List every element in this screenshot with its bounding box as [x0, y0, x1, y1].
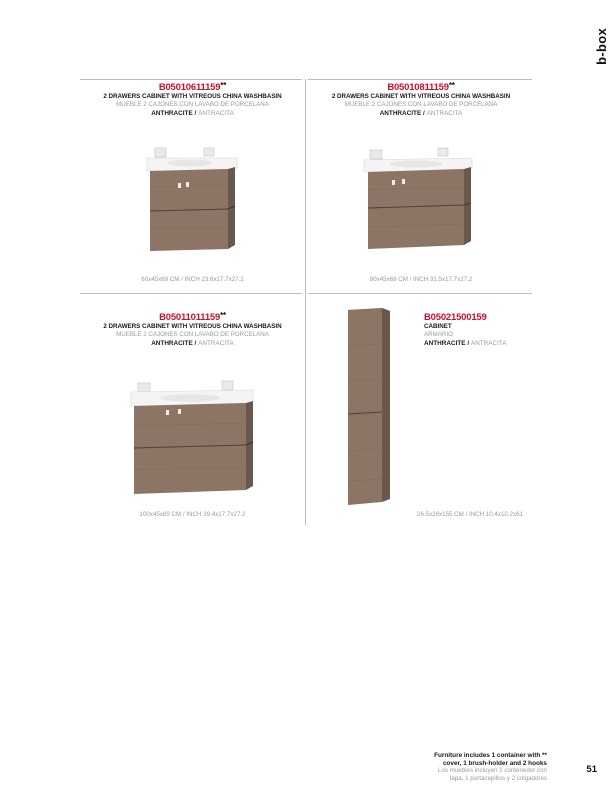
- product-dimensions: 100x45x69 CM / INCH 39.4x17.7x27.2: [139, 511, 246, 518]
- cabinet-60-illustration: [140, 145, 240, 255]
- product-finish: ANTHRACITE / ANTRACITA: [151, 340, 234, 347]
- cabinet-100-illustration: [128, 378, 260, 498]
- product-card-1: [80, 80, 305, 118]
- product-card-2: [308, 80, 534, 118]
- divider-middle-left: [80, 293, 302, 294]
- page-number: 51: [586, 764, 597, 775]
- product-card-4: [424, 310, 534, 348]
- product-name-en: 2 DRAWERS CABINET WITH VITREOUS CHINA WASHBASIN: [103, 323, 282, 330]
- product-code: B05010611159**: [158, 81, 227, 93]
- footnote-es-line2: tapa, 1 portacepillos y 2 colgadores: [449, 774, 547, 782]
- product-dimensions: 80x45x69 CM / INCH 31.5x17.7x27.2: [369, 276, 473, 283]
- footnote: [434, 752, 547, 782]
- product-name-es: MUEBLE 2 CAJONES CON LAVABO DE PORCELANA: [344, 100, 498, 108]
- footnote-en-line2: cover, 1 brush-holder and 2 hooks: [442, 759, 547, 767]
- product-dimensions: 60x45x69 CM / INCH 23.6x17.7x27.2: [141, 276, 244, 283]
- product-name-es: MUEBLE 2 CAJONES CON LAVABO DE PORCELANA: [116, 330, 269, 338]
- product-card-3: [80, 310, 305, 348]
- tall-cabinet-illustration: [344, 306, 394, 508]
- product-name-es: MUEBLE 2 CAJONES CON LAVABO DE PORCELANA: [116, 100, 269, 108]
- product-code: B05021500159: [424, 312, 487, 323]
- product-name-en: CABINET: [424, 323, 452, 330]
- footnote-es-line1: Los muebles incluyen 1 contenedor con: [437, 767, 547, 775]
- divider-middle-right: [308, 293, 532, 294]
- brand-logo: b-box: [594, 28, 609, 65]
- product-code: B05010811159**: [387, 81, 455, 93]
- product-name-en: 2 DRAWERS CABINET WITH VITREOUS CHINA WASHBASIN: [103, 93, 282, 100]
- product-finish: ANTHRACITE / ANTRACITA: [151, 110, 234, 117]
- divider-vertical: [305, 79, 306, 525]
- cabinet-80-illustration: [360, 145, 480, 255]
- product-finish: ANTHRACITE / ANTRACITA: [379, 110, 463, 117]
- product-finish: ANTHRACITE / ANTRACITA: [424, 340, 507, 347]
- product-dimensions: 26.5x26x155 CM / INCH 10.4x10.2x61: [417, 511, 523, 518]
- product-code: B05011011159**: [159, 311, 226, 323]
- product-name-en: 2 DRAWERS CABINET WITH VITREOUS CHINA WASHBASIN: [331, 93, 511, 100]
- product-name-es: ARMARIO: [424, 330, 453, 338]
- footnote-en-line1: Furniture includes 1 container with **: [434, 752, 547, 759]
